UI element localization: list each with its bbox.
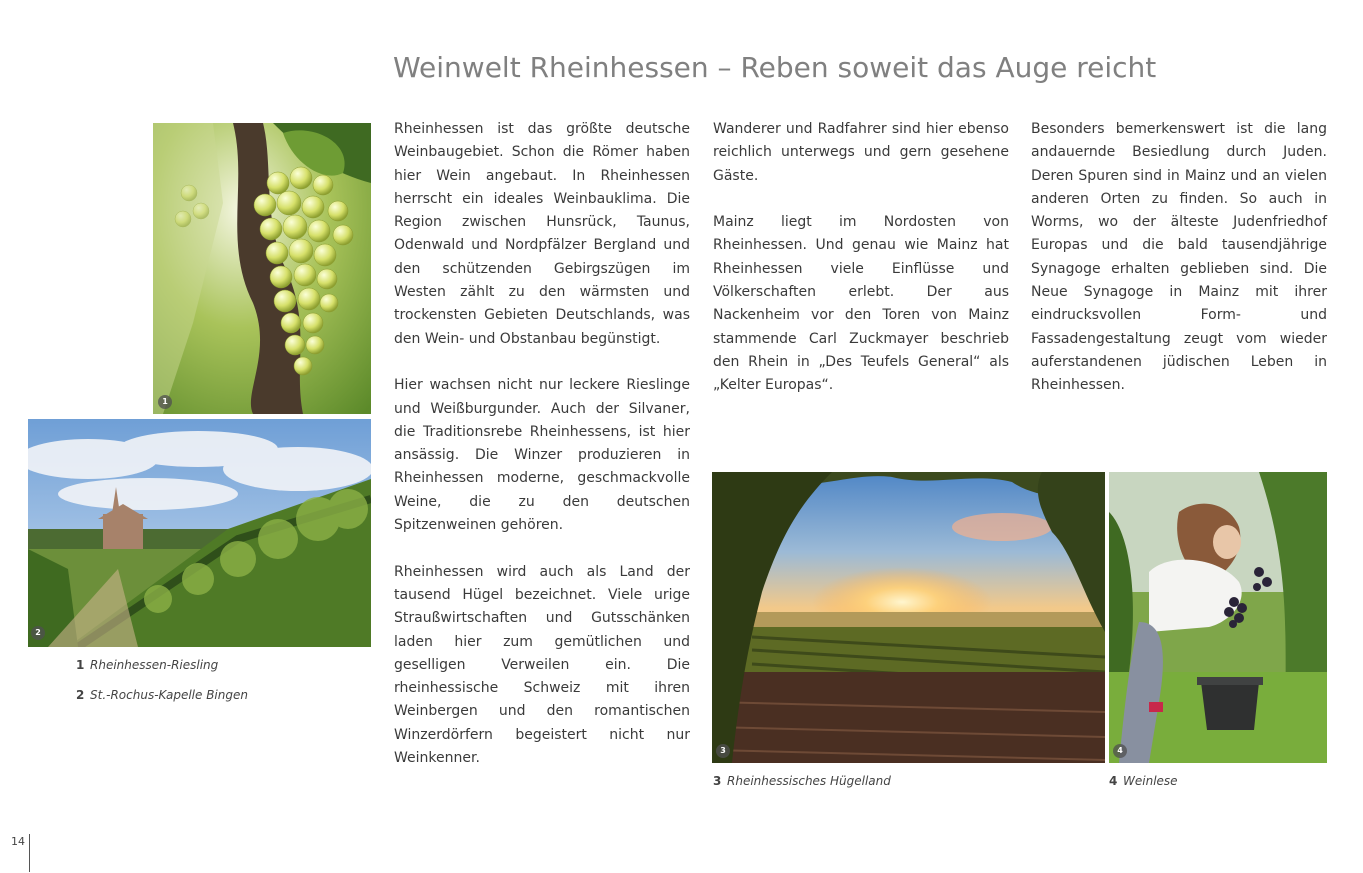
- photo-caption: [713, 774, 891, 788]
- caption-text: Rheinhessen-Riesling: [90, 658, 219, 672]
- page-number-rule: [29, 834, 30, 872]
- page-number: 14: [11, 835, 25, 848]
- photo-number-badge: 3: [716, 744, 730, 758]
- photo-caption: [76, 688, 248, 702]
- photo-number-badge: 4: [1113, 744, 1127, 758]
- text-column-1: [394, 118, 690, 794]
- photo-riesling-grapes: [153, 123, 371, 414]
- photo-rochus-chapel: [28, 419, 371, 647]
- photo-hill-landscape: [712, 472, 1105, 763]
- page-title: Weinwelt Rheinhessen – Reben soweit das Auge reicht: [393, 50, 1157, 84]
- photo-number-badge: 2: [31, 626, 45, 640]
- caption-text: St.-Rochus-Kapelle Bingen: [90, 688, 248, 702]
- caption-number: 3: [713, 774, 722, 788]
- text-column-2: [713, 118, 1009, 421]
- caption-number: 4: [1109, 774, 1118, 788]
- paragraph: Rheinhessen ist das größte deutsche Weinbaugebiet. Schon die Römer haben hier Wein angebaut. In Rheinhessen herrscht ein ideales Weinbauklima. Die Region zwischen Hunsrück, Taunus, Odenwald und Nordpfälzer Bergland und den schützenden Gebirgszügen im Westen zählt zu den wärmsten und trockensten Gebieten Deutschlands, was den Wein- und Obstanbau begünstigt.: [394, 121, 690, 347]
- caption-text: Weinlese: [1123, 774, 1178, 788]
- photo-grape-harvest: [1109, 472, 1327, 763]
- photo-caption: [76, 658, 218, 672]
- paragraph: Mainz liegt im Nordosten von Rheinhessen. Und genau wie Mainz hat Rheinhessen viele Einflüsse und Völkerschaften erlebt. Der aus Nackenheim vor den Toren von Mainz stammende Carl Zuckmayer beschrieb den Rhein in „Des Teufels General“ als „Kelter Europas“.: [713, 214, 1009, 394]
- photo-number-badge: 1: [158, 395, 172, 409]
- paragraph: Rheinhessen wird auch als Land der tausend Hügel bezeichnet. Viele urige Straußwirtschaften und Gutsschänken laden hier zum gemütlichen und geselligen Verweilen ein. Die rheinhessische Schweiz mit ihren Weinbergen und den romantischen Winzerdörfern begeistert nicht nur Weinkenner.: [394, 563, 690, 767]
- text-column-3: [1031, 118, 1327, 421]
- caption-number: 2: [76, 688, 85, 702]
- caption-number: 1: [76, 658, 85, 672]
- paragraph: Wanderer und Radfahrer sind hier ebenso reichlich unterwegs und gern gesehene Gäste.: [713, 121, 1009, 184]
- caption-text: Rheinhessisches Hügelland: [727, 774, 891, 788]
- photo-caption: [1109, 774, 1178, 788]
- paragraph: Hier wachsen nicht nur leckere Rieslinge und Weißburgunder. Auch der Silvaner, die Traditionsrebe Rheinhessens, ist hier ansässig. Die Winzer produzieren in Rheinhessen moderne, geschmackvolle Weine, die zu den deutschen Spitzenweinen gehören.: [394, 377, 690, 534]
- paragraph: Besonders bemerkenswert ist die lang andauernde Besiedlung durch Juden. Deren Spuren sind in Mainz und an vielen anderen Orten zu finden. So auch in Worms, wo der älteste Judenfriedhof Europas und die bald tausendjährige Synagoge erhalten geblieben sind. Die Neue Synagoge in Mainz mit ihrer eindrucksvollen Form- und Fassadengestaltung zeugt vom wieder auferstandenen jüdischen Leben in Rheinhessen.: [1031, 121, 1327, 394]
